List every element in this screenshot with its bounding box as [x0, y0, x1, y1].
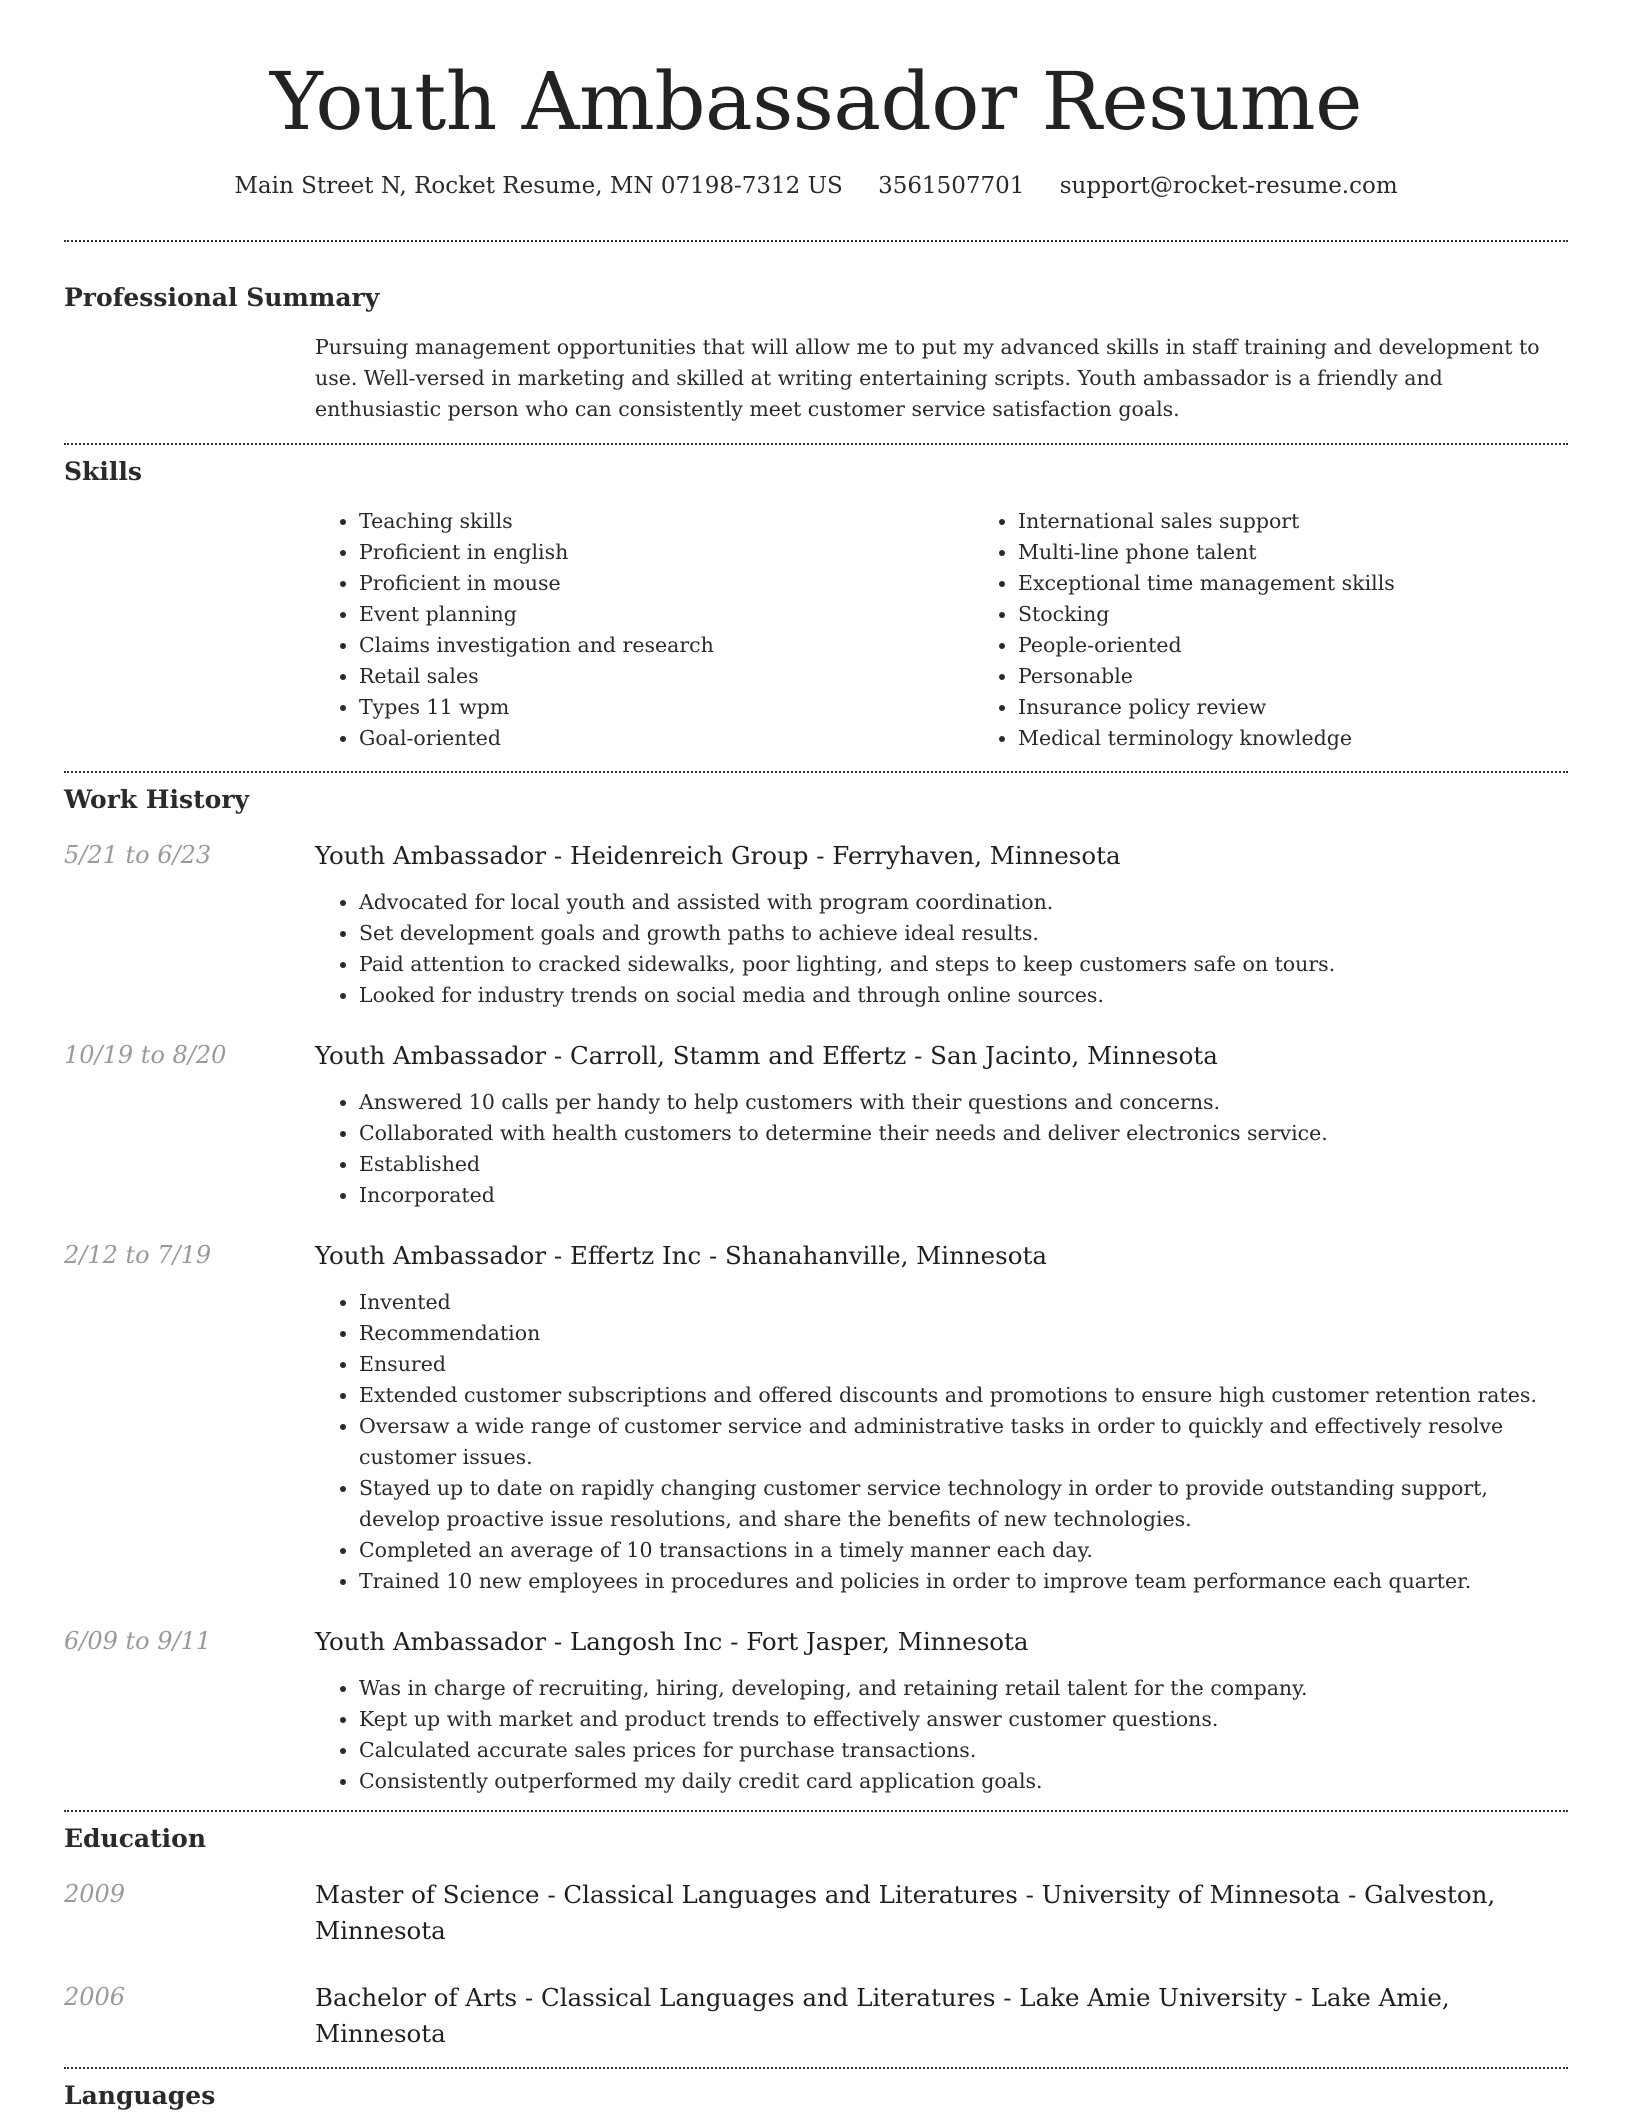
- contact-phone: 3561507701: [878, 173, 1025, 199]
- job-bullet: • Stayed up to date on rapidly changing customer service technology in order to provide outstanding support, develop proactive issue resolutions, and share the benefits of new technologies.: [359, 1473, 1568, 1535]
- job-entry: [64, 1624, 1568, 1797]
- divider: [64, 240, 1568, 242]
- job-title: Youth Ambassador - Heidenreich Group - Ferryhaven, Minnesota: [315, 841, 1121, 870]
- skill-item: • Teaching skills: [359, 506, 974, 537]
- skills-list-right: [974, 506, 1632, 754]
- job-bullet: • Extended customer subscriptions and offered discounts and promotions to ensure high customer retention rates.: [359, 1380, 1568, 1411]
- divider: [64, 771, 1568, 773]
- job-bullets: [315, 1287, 1568, 1597]
- divider: [64, 443, 1568, 445]
- job-bullet: • Ensured: [359, 1349, 1568, 1380]
- contact-address: Main Street N, Rocket Resume, MN 07198-7312 US: [234, 173, 843, 199]
- job-bullet: • Recommendation: [359, 1318, 1568, 1349]
- skill-item: • Stocking: [1018, 599, 1632, 630]
- skill-item: • Proficient in mouse: [359, 568, 974, 599]
- education-title: Bachelor of Arts - Classical Languages and Literatures - Lake Amie University - Lake Amie, Minnesota: [315, 1983, 1450, 2048]
- skill-item: • People-oriented: [1018, 630, 1632, 661]
- job-dates: 6/09 to 9/11: [64, 1627, 212, 1655]
- job-title: Youth Ambassador - Carroll, Stamm and Effertz - San Jacinto, Minnesota: [315, 1041, 1218, 1070]
- job-bullet: • Advocated for local youth and assisted with program coordination.: [359, 887, 1568, 918]
- contact-email: support@rocket-resume.com: [1059, 173, 1398, 199]
- job-bullet: • Collaborated with health customers to determine their needs and deliver electronics service.: [359, 1118, 1568, 1149]
- job-bullet: • Trained 10 new employees in procedures and policies in order to improve team performance each quarter.: [359, 1566, 1568, 1597]
- skill-item: • Insurance policy review: [1018, 692, 1632, 723]
- skill-item: • Types 11 wpm: [359, 692, 974, 723]
- job-bullet: • Paid attention to cracked sidewalks, poor lighting, and steps to keep customers safe on tours.: [359, 949, 1568, 980]
- job-bullet: • Set development goals and growth paths to achieve ideal results.: [359, 918, 1568, 949]
- skill-item: • Goal-oriented: [359, 723, 974, 754]
- divider: [64, 1810, 1568, 1812]
- job-bullet: • Oversaw a wide range of customer service and administrative tasks in order to quickly and effectively resolve customer issues.: [359, 1411, 1568, 1473]
- education-heading: Education: [64, 1824, 207, 1853]
- job-dates: 10/19 to 8/20: [64, 1041, 227, 1069]
- job-bullet: • Consistently outperformed my daily credit card application goals.: [359, 1766, 1568, 1797]
- skill-item: • Exceptional time management skills: [1018, 568, 1632, 599]
- skill-item: • Proficient in english: [359, 537, 974, 568]
- job-bullets: [315, 1087, 1568, 1211]
- summary-section: [64, 281, 1568, 425]
- skill-item: • International sales support: [1018, 506, 1632, 537]
- job-title: Youth Ambassador - Langosh Inc - Fort Jasper, Minnesota: [315, 1627, 1029, 1656]
- education-section: [64, 1822, 1568, 2052]
- summary-text: Pursuing management opportunities that will allow me to put my advanced skills in staff training and development to use. Well-versed in marketing and skilled at writing entertaining scripts. Youth ambassador is a friendly and enthusiastic person who can consistently meet customer service satisfaction goals.: [315, 335, 1540, 421]
- job-bullet: • Looked for industry trends on social media and through online sources.: [359, 980, 1568, 1011]
- education-year: 2006: [64, 1983, 126, 2011]
- job-bullet: • Completed an average of 10 transactions in a timely manner each day.: [359, 1535, 1568, 1566]
- job-bullet: • Answered 10 calls per handy to help customers with their questions and concerns.: [359, 1087, 1568, 1118]
- resume-title: Youth Ambassador Resume: [270, 55, 1362, 148]
- education-year: 2009: [64, 1880, 126, 1908]
- skill-item: • Multi-line phone talent: [1018, 537, 1632, 568]
- contact-line: [64, 170, 1568, 202]
- job-bullets: [315, 887, 1568, 1011]
- education-entry: [64, 1877, 1568, 1949]
- work-history-section: [64, 783, 1568, 1797]
- skills-heading: Skills: [64, 457, 142, 486]
- summary-heading: Professional Summary: [64, 283, 380, 312]
- job-bullet: • Invented: [359, 1287, 1568, 1318]
- resume-page: [64, 0, 1568, 2112]
- skill-item: • Medical terminology knowledge: [1018, 723, 1632, 754]
- education-title: Master of Science - Classical Languages and Literatures - University of Minnesota - Galveston, Minnesota: [315, 1880, 1496, 1945]
- job-title: Youth Ambassador - Effertz Inc - Shanahanville, Minnesota: [315, 1241, 1047, 1270]
- skills-section: [64, 455, 1568, 754]
- job-bullet: • Kept up with market and product trends to effectively answer customer questions.: [359, 1704, 1568, 1735]
- skill-item: • Retail sales: [359, 661, 974, 692]
- job-entry: [64, 1038, 1568, 1211]
- job-bullet: • Calculated accurate sales prices for purchase transactions.: [359, 1735, 1568, 1766]
- work-history-heading: Work History: [64, 785, 250, 814]
- job-entry: [64, 838, 1568, 1011]
- education-entry: [64, 1980, 1568, 2052]
- skills-list-left: [315, 506, 974, 754]
- job-bullet: • Established: [359, 1149, 1568, 1180]
- job-bullet: • Was in charge of recruiting, hiring, developing, and retaining retail talent for the company.: [359, 1673, 1568, 1704]
- job-bullets: [315, 1673, 1568, 1797]
- skill-item: • Claims investigation and research: [359, 630, 974, 661]
- languages-heading: Languages: [64, 2081, 216, 2110]
- skill-item: • Event planning: [359, 599, 974, 630]
- job-dates: 2/12 to 7/19: [64, 1241, 212, 1269]
- job-entry: [64, 1238, 1568, 1597]
- skill-item: • Personable: [1018, 661, 1632, 692]
- divider: [64, 2067, 1568, 2069]
- job-bullet: • Incorporated: [359, 1180, 1568, 1211]
- job-dates: 5/21 to 6/23: [64, 841, 212, 869]
